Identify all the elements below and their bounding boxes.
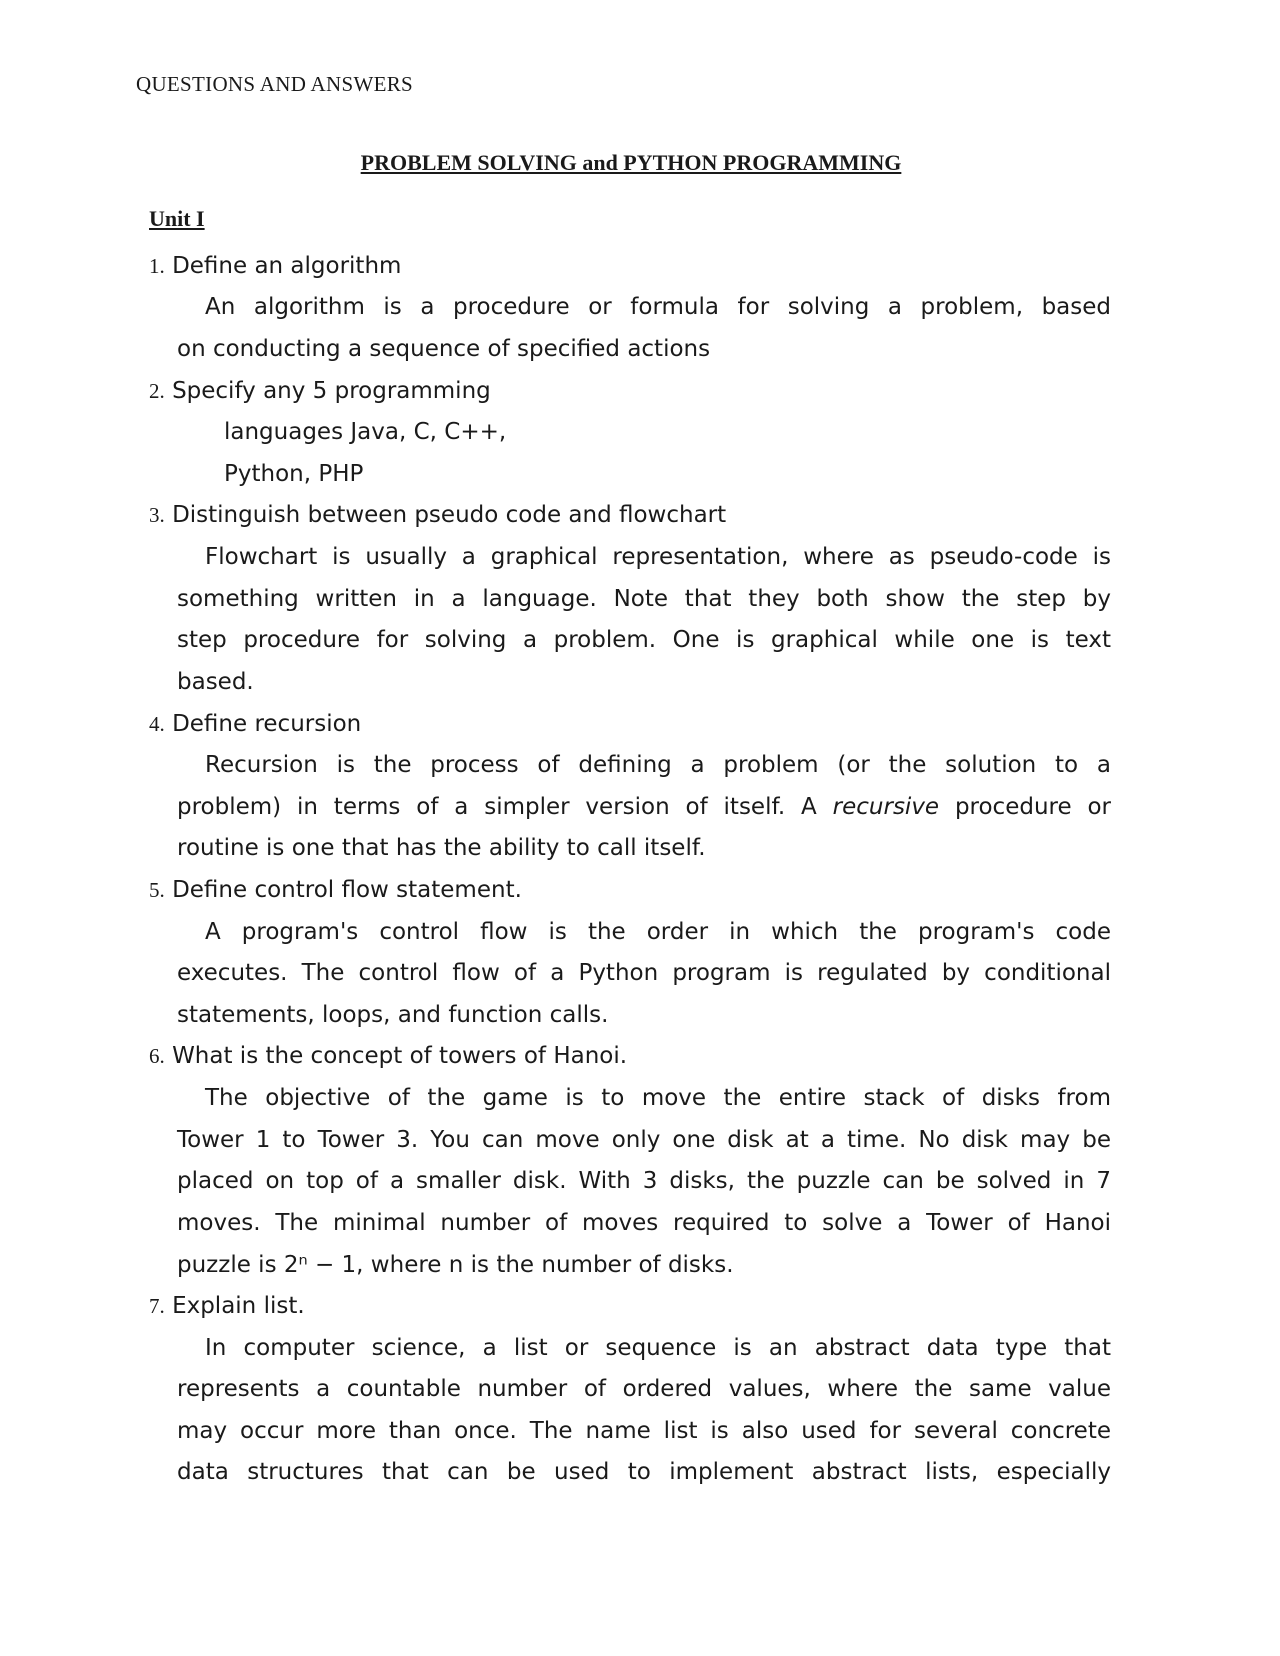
question-1 — [149, 251, 401, 281]
question-number: 5. — [149, 878, 165, 902]
answer-line: Tower 1 to Tower 3. You can move only one disk at a time. No disk may be — [177, 1127, 1111, 1153]
question-6 — [149, 1041, 627, 1071]
question-number: 4. — [149, 712, 165, 736]
answer-line: An algorithm is a procedure or formula for solving a problem, based — [205, 294, 1111, 320]
answer-text: procedure or — [954, 794, 1112, 820]
question-number: 7. — [149, 1294, 165, 1318]
answer-line: placed on top of a smaller disk. With 3 disks, the puzzle can be solved in 7 — [177, 1168, 1111, 1194]
question-text: What is the concept of towers of Hanoi. — [172, 1043, 628, 1069]
question-number: 6. — [149, 1044, 165, 1068]
answer-line: something written in a language. Note that they both show the step by — [177, 586, 1111, 612]
answer-line: may occur more than once. The name list is also used for several concrete — [177, 1418, 1111, 1444]
answer-line: puzzle is 2ⁿ − 1, where n is the number of disks. — [177, 1252, 734, 1278]
unit-heading: Unit I — [149, 206, 205, 231]
answer-line: statements, loops, and function calls. — [177, 1002, 609, 1028]
question-7 — [149, 1291, 305, 1321]
answer-text: problem) in terms of a simpler version of itself. A — [177, 794, 817, 820]
answer-line: moves. The minimal number of moves required to solve a Tower of Hanoi — [177, 1210, 1111, 1236]
question-number: 3. — [149, 503, 165, 527]
answer-line-with-italic — [177, 792, 1111, 822]
question-text: Distinguish between pseudo code and flowchart — [172, 502, 727, 528]
answer-line: based. — [177, 669, 254, 695]
question-text: Define control flow statement. — [172, 877, 522, 903]
document-title — [0, 150, 1262, 176]
answer-line: Flowchart is usually a graphical representation, where as pseudo-code is — [205, 544, 1111, 570]
answer-line: Python, PHP — [224, 461, 364, 487]
answer-line: The objective of the game is to move the entire stack of disks from — [205, 1085, 1111, 1111]
answer-line: on conducting a sequence of specified actions — [177, 336, 711, 362]
question-text: Define an algorithm — [172, 253, 402, 279]
answer-line: A program's control flow is the order in which the program's code — [205, 919, 1111, 945]
question-number: 2. — [149, 379, 165, 403]
answer-line: In computer science, a list or sequence is an abstract data type that — [205, 1335, 1111, 1361]
question-text: Explain list. — [172, 1293, 305, 1319]
answer-line: data structures that can be used to implement abstract lists, especially — [177, 1459, 1111, 1485]
question-text: Specify any 5 programming — [172, 378, 491, 404]
answer-line: languages Java, C, C++, — [224, 419, 507, 445]
question-text: Define recursion — [172, 711, 362, 737]
question-3 — [149, 500, 726, 530]
question-2 — [149, 376, 491, 406]
document-title-text: PROBLEM SOLVING and PYTHON PROGRAMMING — [360, 150, 902, 175]
answer-line: step procedure for solving a problem. One is graphical while one is text — [177, 627, 1111, 653]
question-4 — [149, 709, 361, 739]
italic-term: recursive — [832, 794, 940, 820]
answer-line: represents a countable number of ordered values, where the same value — [177, 1376, 1111, 1402]
question-number: 1. — [149, 254, 165, 278]
answer-line: Recursion is the process of defining a problem (or the solution to a — [205, 752, 1111, 778]
page-header: QUESTIONS AND ANSWERS — [136, 72, 413, 96]
answer-line: executes. The control flow of a Python program is regulated by conditional — [177, 960, 1111, 986]
question-5 — [149, 875, 522, 905]
answer-line: routine is one that has the ability to call itself. — [177, 835, 706, 861]
